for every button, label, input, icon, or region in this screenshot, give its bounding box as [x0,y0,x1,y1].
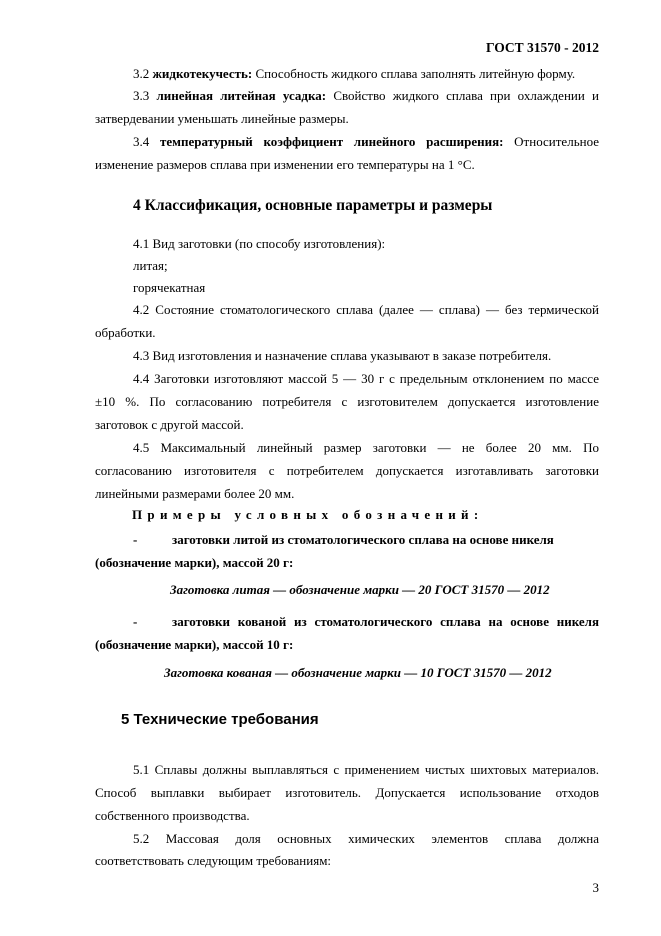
example-2-line1: заготовки кованой из стоматологического сплава на основе никеля [172,614,599,629]
example-1-line2: (обозначение марки), массой 20 г: [95,555,294,570]
example-1-dash: - [133,532,138,547]
term: жидкотекучесть: [152,66,253,81]
term: температурный коэффициент линейного расширения: [159,134,504,149]
paragraph-4-2-line2: обработки. [95,325,156,340]
section-5-heading: 5 Технические требования [121,711,319,728]
paragraph-3-4-line1 [133,134,599,150]
example-2-designation: Заготовка кованая — обозначение марки — 10 ГОСТ 31570 — 2012 [164,665,552,680]
examples-heading: Примеры условных обозначений: [132,507,484,522]
paragraph-4-4-line1: 4.4 Заготовки изготовляют массой 5 — 30 г с предельным отклонением по массе [133,371,599,386]
paragraph-5-2-line2: соответствовать следующим требованиям: [95,853,332,868]
definition: Свойство жидкого сплава при охлаждении и [333,88,599,103]
paragraph-3-3-line1 [133,88,599,104]
paragraph-4-5-line3: линейными размерами более 20 мм. [95,486,295,501]
paragraph-4-3: 4.3 Вид изготовления и назначение сплава указывают в заказе потребителя. [133,348,552,363]
list-item: горячекатная [133,280,206,295]
paragraph-4-4-line3: заготовок с другой массой. [95,417,244,432]
paragraph-number: 3.2 [133,66,150,81]
example-2-line2: (обозначение марки), массой 10 г: [95,637,294,652]
definition: Способность жидкого сплава заполнять литейную форму. [255,66,576,81]
example-2-dash: - [133,614,138,629]
paragraph-4-5-line1: 4.5 Максимальный линейный размер заготовки — не более 20 мм. По [133,440,599,455]
paragraph-4-1: 4.1 Вид заготовки (по способу изготовления): [133,236,386,251]
definition: Относительное [514,134,600,149]
paragraph-5-1-line2: Способ выплавки выбирает изготовитель. Допускается использование отходов [95,785,599,800]
page-number: 3 [592,880,599,895]
paragraph-number: 3.4 [133,134,150,149]
paragraph-3-4-line2: изменение размеров сплава при изменении его температуры на 1 °С. [95,157,475,172]
paragraph-number: 3.3 [133,88,150,103]
paragraph-3-2 [133,66,575,82]
paragraph-5-1-line1: 5.1 Сплавы должны выплавляться с применением чистых шихтовых материалов. [133,762,599,777]
example-1-designation: Заготовка литая — обозначение марки — 20 ГОСТ 31570 — 2012 [170,582,550,597]
term: линейная литейная усадка: [156,88,327,103]
paragraph-4-5-line2: согласованию изготовителя с потребителем допускается изготавливать заготовки [95,463,599,478]
paragraph-5-1-line3: собственного производства. [95,808,250,823]
section-4-heading: 4 Классификация, основные параметры и размеры [133,197,493,214]
paragraph-4-2-line1: 4.2 Состояние стоматологического сплава (далее — сплава) — без термической [133,302,599,317]
example-1-line1: заготовки литой из стоматологического сплава на основе никеля [172,532,554,547]
paragraph-3-3-line2: затвердевании уменьшать линейные размеры. [95,111,349,126]
list-item: литая; [133,258,168,273]
paragraph-4-4-line2: ±10 %. По согласованию потребителя с изготовителем допускается изготовление [95,394,599,409]
document-header: ГОСТ 31570 - 2012 [485,40,599,55]
paragraph-5-2-line1: 5.2 Массовая доля основных химических элементов сплава должна [133,831,599,846]
